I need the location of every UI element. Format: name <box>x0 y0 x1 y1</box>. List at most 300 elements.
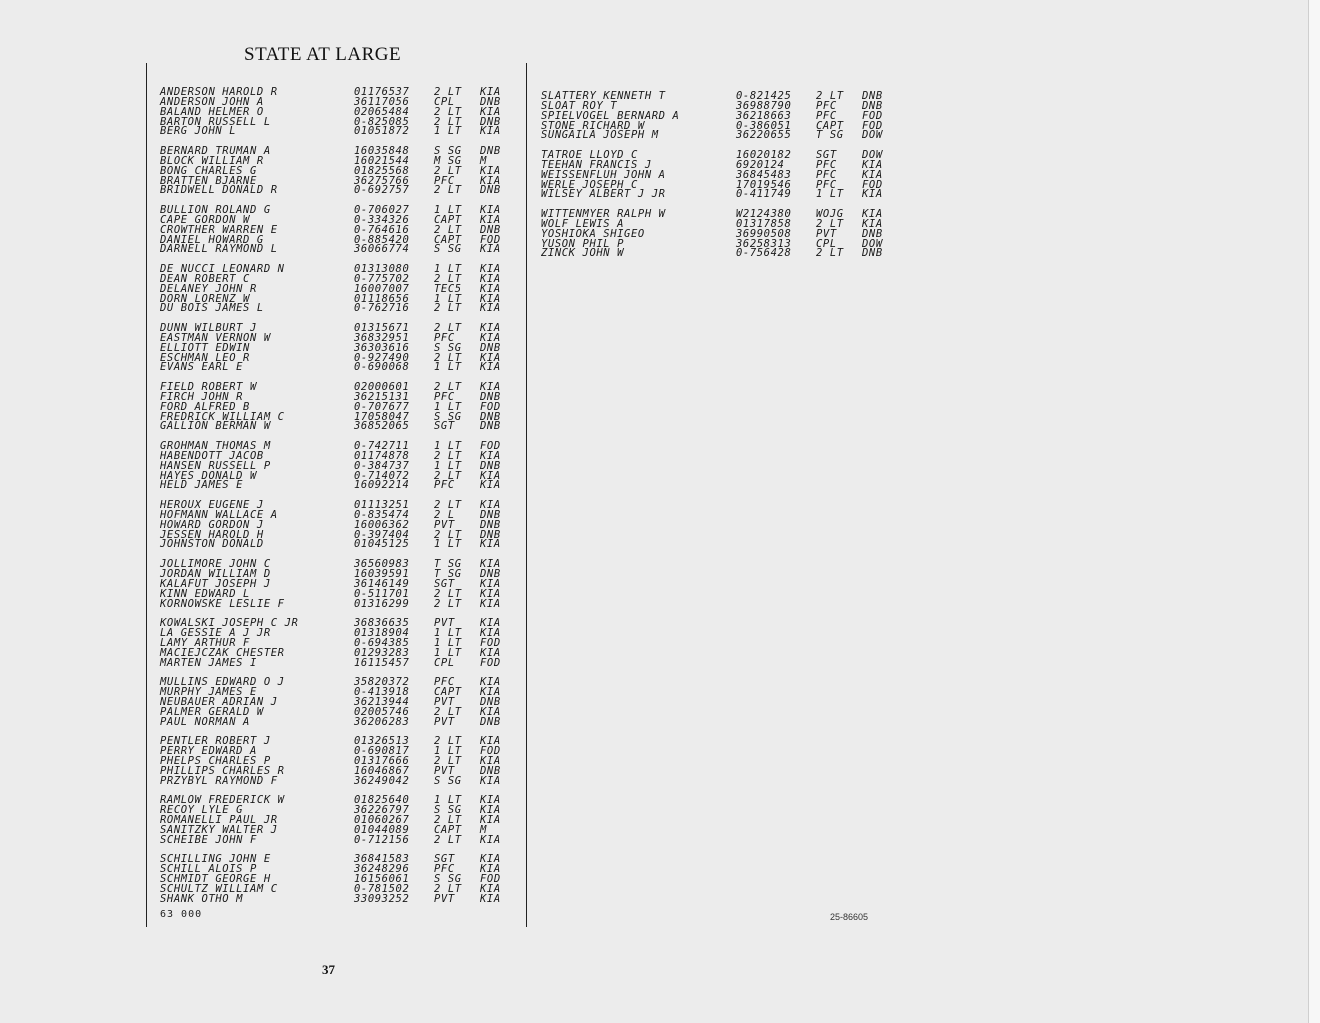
entry-name: MARTEN JAMES I <box>160 656 257 669</box>
entry-rank: 1 LT <box>434 745 462 758</box>
entry-status: FOD <box>480 872 501 885</box>
entry-status: M <box>480 154 487 167</box>
entry-name: RECOY LYLE G <box>160 804 244 817</box>
entry-rank: 1 LT <box>434 204 462 217</box>
roster-entry <box>160 422 520 432</box>
entry-status: KIA <box>862 168 883 181</box>
entry-serial-number: 0-821425 <box>736 90 792 102</box>
entry-status: KIA <box>480 331 501 344</box>
entry-name: SCHULTZ WILLIAM C <box>160 882 278 895</box>
entry-rank: S SG <box>434 410 462 423</box>
entry-status: DNB <box>480 410 501 423</box>
entry-status: DNB <box>862 247 883 260</box>
entry-name: PENTLER ROBERT J <box>160 735 271 748</box>
roster-group <box>160 442 520 491</box>
entry-rank: PFC <box>434 174 455 187</box>
entry-name: ESCHMAN LEO R <box>160 351 250 364</box>
entry-rank: 2 LT <box>434 469 462 482</box>
entry-status: KIA <box>480 499 501 512</box>
entry-name: BRATTEN BJARNE <box>160 174 257 187</box>
entry-name: GALLION BERMAN W <box>160 420 271 433</box>
entry-serial-number: 01825568 <box>354 164 410 177</box>
entry-serial-number: 02000601 <box>354 381 410 394</box>
entry-rank: 2 LT <box>434 272 462 285</box>
entry-serial-number: 36066774 <box>354 243 410 256</box>
entry-rank: PFC <box>434 676 455 689</box>
entry-rank: S SG <box>434 804 462 817</box>
entry-name: ZINCK JOHN W <box>541 247 625 260</box>
entry-name: GROHMAN THOMAS M <box>160 440 271 453</box>
entry-rank: 2 LT <box>434 184 462 197</box>
entry-rank: 2 LT <box>816 90 844 102</box>
entry-serial-number: 6920124 <box>736 158 785 171</box>
roster-group <box>160 796 520 845</box>
entry-status: DNB <box>480 695 501 708</box>
entry-name: ROMANELLI PAUL JR <box>160 813 278 826</box>
roster-entry <box>160 127 520 137</box>
entry-serial-number: 0-690817 <box>354 745 410 758</box>
entry-serial-number: 0-712156 <box>354 833 410 846</box>
entry-name: LA GESSIE A J JR <box>160 626 271 639</box>
entry-status: DNB <box>862 227 883 240</box>
entry-status: KIA <box>480 174 501 187</box>
entry-serial-number: 0-825085 <box>354 115 410 128</box>
entry-status: FOD <box>862 119 883 132</box>
entry-status: FOD <box>480 636 501 649</box>
entry-name: MACIEJCZAK CHESTER <box>160 646 285 659</box>
entry-status: KIA <box>480 617 501 630</box>
entry-name: BALAND HELMER O <box>160 105 264 118</box>
entry-rank: 2 LT <box>816 247 844 260</box>
entry-rank: 1 LT <box>434 440 462 453</box>
roster-entry <box>541 249 901 259</box>
entry-rank: TEC5 <box>434 282 462 295</box>
entry-status: DNB <box>480 420 501 433</box>
entry-serial-number: 0-397404 <box>354 528 410 541</box>
entry-serial-number: 0-386051 <box>736 119 792 132</box>
entry-serial-number: 01318904 <box>354 626 410 639</box>
entry-serial-number: 17019546 <box>736 178 792 191</box>
entry-rank: 1 LT <box>434 626 462 639</box>
entry-rank: 1 LT <box>434 263 462 276</box>
entry-rank: PVT <box>434 715 455 728</box>
entry-serial-number: 01045125 <box>354 538 410 551</box>
entry-status: KIA <box>480 597 501 610</box>
entry-status: KIA <box>480 272 501 285</box>
entry-status: KIA <box>480 292 501 305</box>
entry-status: KIA <box>480 86 501 98</box>
entry-serial-number: 36117056 <box>354 95 410 108</box>
entry-rank: 1 LT <box>434 292 462 305</box>
entry-serial-number: 36836635 <box>354 617 410 630</box>
entry-serial-number: W2124380 <box>736 208 792 221</box>
page-number: 37 <box>322 962 335 977</box>
roster-group <box>160 324 520 373</box>
entry-name: PALMER GERALD W <box>160 705 264 718</box>
entry-status: KIA <box>480 351 501 364</box>
entry-rank: 2 LT <box>434 735 462 748</box>
entry-status: KIA <box>480 626 501 639</box>
entry-rank: S SG <box>434 341 462 354</box>
entry-status: KIA <box>480 538 501 551</box>
roster-entry <box>160 245 520 255</box>
entry-name: BULLION ROLAND G <box>160 204 271 217</box>
entry-status: KIA <box>480 833 501 846</box>
entry-serial-number: 0-764616 <box>354 223 410 236</box>
entry-name: PHELPS CHARLES P <box>160 754 271 767</box>
entry-serial-number: 36832951 <box>354 331 410 344</box>
entry-serial-number: 36226797 <box>354 804 410 817</box>
entry-rank: 2 LT <box>816 217 844 230</box>
entry-status: FOD <box>480 440 501 453</box>
entry-status: KIA <box>480 686 501 698</box>
center-divider-line <box>526 63 527 927</box>
entry-status: KIA <box>480 892 501 905</box>
entry-serial-number: 16007007 <box>354 282 410 295</box>
entry-serial-number: 01825640 <box>354 794 410 807</box>
entry-rank: SGT <box>434 420 455 433</box>
entry-serial-number: 01176537 <box>354 86 410 98</box>
entry-status: KIA <box>480 853 501 866</box>
entry-status: KIA <box>480 302 501 315</box>
entry-name: HEROUX EUGENE J <box>160 499 264 512</box>
entry-status: DNB <box>480 115 501 128</box>
entry-status: KIA <box>862 188 883 201</box>
entry-status: DNB <box>480 715 501 728</box>
entry-rank: 2 LT <box>434 833 462 846</box>
entry-status: KIA <box>480 774 501 787</box>
entry-status: KIA <box>480 381 501 394</box>
entry-serial-number: 17058047 <box>354 410 410 423</box>
entry-serial-number: 0-762716 <box>354 302 410 315</box>
entry-serial-number: 0-714072 <box>354 469 410 482</box>
entry-serial-number: 16115457 <box>354 656 410 669</box>
entry-rank: 1 LT <box>434 361 462 374</box>
entry-name: HELD JAMES E <box>160 479 244 492</box>
footer-code: 63 000 <box>160 909 203 920</box>
roster-entry <box>160 540 520 550</box>
entry-name: WITTENMYER RALPH W <box>541 208 666 221</box>
entry-serial-number: 01044089 <box>354 823 410 836</box>
entry-serial-number: 36852065 <box>354 420 410 433</box>
roster-entry <box>160 774 520 787</box>
entry-name: BRIDWELL DONALD R <box>160 184 278 197</box>
entry-status: KIA <box>480 449 501 462</box>
entry-status: KIA <box>480 754 501 767</box>
entry-status: DNB <box>480 95 501 108</box>
entry-serial-number: 01113251 <box>354 499 410 512</box>
entry-name: SCHEIBE JOHN F <box>160 833 257 846</box>
entry-serial-number: 0-694385 <box>354 636 410 649</box>
entry-name: TATROE LLOYD C <box>541 149 638 162</box>
entry-rank: 1 LT <box>434 538 462 551</box>
entry-name: ANDERSON HAROLD R <box>160 86 278 98</box>
entry-name: KORNOWSKE LESLIE F <box>160 597 285 610</box>
entry-name: CAPE GORDON W <box>160 213 250 226</box>
entry-rank: 1 LT <box>434 646 462 659</box>
entry-rank: 2 LT <box>434 528 462 541</box>
entry-rank: 2 LT <box>434 86 462 98</box>
entry-rank: S SG <box>434 774 462 787</box>
entry-status: KIA <box>480 735 501 748</box>
entry-name: NEUBAUER ADRIAN J <box>160 695 278 708</box>
entry-serial-number: 01313080 <box>354 263 410 276</box>
entry-name: STONE RICHARD W <box>541 119 645 132</box>
roster-group <box>160 265 520 314</box>
entry-name: ANDERSON JOHN A <box>160 95 264 108</box>
roster-group <box>160 206 520 255</box>
entry-name: KINN EDWARD L <box>160 587 250 600</box>
entry-name: HABENDOTT JACOB <box>160 449 264 462</box>
entry-name: HAYES DONALD W <box>160 469 257 482</box>
entry-status: M <box>480 823 487 836</box>
entry-status: KIA <box>480 204 501 217</box>
entry-name: SCHILLING JOHN E <box>160 853 271 866</box>
entry-status: DNB <box>480 341 501 354</box>
entry-rank: 2 LT <box>434 597 462 610</box>
entry-name: TEEHAN FRANCIS J <box>541 158 652 171</box>
entry-serial-number: 02065484 <box>354 105 410 118</box>
entry-name: DE NUCCI LEONARD N <box>160 263 285 276</box>
entry-rank: PFC <box>816 99 837 112</box>
entry-serial-number: 16035848 <box>354 145 410 158</box>
entry-status: DNB <box>480 528 501 541</box>
entry-serial-number: 16156061 <box>354 872 410 885</box>
entry-serial-number: 16021544 <box>354 154 410 167</box>
entry-serial-number: 0-411749 <box>736 188 792 201</box>
entry-serial-number: 0-756428 <box>736 247 792 260</box>
entry-rank: SGT <box>434 577 455 590</box>
roster-column-left <box>160 88 520 914</box>
entry-status: DNB <box>480 145 501 158</box>
entry-serial-number: 35820372 <box>354 676 410 689</box>
entry-rank: PFC <box>816 168 837 181</box>
entry-status: DNB <box>480 390 501 403</box>
entry-rank: 2 LT <box>434 322 462 335</box>
entry-status: FOD <box>862 109 883 122</box>
entry-status: KIA <box>480 587 501 600</box>
entry-serial-number: 0-706027 <box>354 204 410 217</box>
entry-status: FOD <box>480 233 501 246</box>
entry-rank: S SG <box>434 145 462 158</box>
entry-serial-number: 36990508 <box>736 227 792 240</box>
entry-name: EVANS EARL E <box>160 361 244 374</box>
entry-status: KIA <box>480 882 501 895</box>
entry-name: DANIEL HOWARD G <box>160 233 264 246</box>
entry-rank: CPL <box>434 95 455 108</box>
entry-rank: CAPT <box>434 213 462 226</box>
entry-rank: 2 LT <box>434 587 462 600</box>
entry-rank: SGT <box>434 853 455 866</box>
entry-rank: 2 LT <box>434 381 462 394</box>
entry-serial-number: 01326513 <box>354 735 410 748</box>
entry-rank: T SG <box>434 558 462 571</box>
entry-status: KIA <box>480 469 501 482</box>
entry-rank: 2 LT <box>434 164 462 177</box>
entry-name: BERNARD TRUMAN A <box>160 145 271 158</box>
entry-status: KIA <box>480 794 501 807</box>
roster-entry <box>160 363 520 373</box>
entry-name: SPIELVOGEL BERNARD A <box>541 109 680 122</box>
entry-name: KOWALSKI JOSEPH C JR <box>160 617 299 630</box>
entry-name: BARTON RUSSELL L <box>160 115 271 128</box>
entry-status: KIA <box>480 577 501 590</box>
entry-serial-number: 33093252 <box>354 892 410 905</box>
entry-serial-number: 36146149 <box>354 577 410 590</box>
entry-name: PERRY EDWARD A <box>160 745 257 758</box>
roster-entry <box>160 833 520 846</box>
roster-group <box>160 619 520 668</box>
entry-status: DNB <box>480 459 501 472</box>
entry-name: HANSEN RUSSELL P <box>160 459 271 472</box>
entry-status: KIA <box>862 208 883 221</box>
entry-serial-number: 0-835474 <box>354 508 410 521</box>
entry-status: DNB <box>480 184 501 197</box>
entry-name: FIELD ROBERT W <box>160 381 257 394</box>
entry-status: FOD <box>480 745 501 758</box>
entry-serial-number: 0-742711 <box>354 440 410 453</box>
entry-status: KIA <box>480 676 501 689</box>
roster-group <box>160 855 520 904</box>
entry-name: WOLF LEWIS A <box>541 217 625 230</box>
entry-serial-number: 36213944 <box>354 695 410 708</box>
entry-status: DNB <box>480 764 501 777</box>
roster-group <box>160 678 520 727</box>
entry-rank: PVT <box>434 764 455 777</box>
roster-group <box>160 560 520 609</box>
roster-group <box>160 383 520 432</box>
entry-rank: CAPT <box>816 119 844 132</box>
entry-serial-number: 0-927490 <box>354 351 410 364</box>
entry-rank: PFC <box>434 479 455 492</box>
entry-status: KIA <box>480 479 501 492</box>
entry-serial-number: 0-885420 <box>354 233 410 246</box>
entry-status: DNB <box>480 518 501 531</box>
entry-rank: 1 LT <box>434 794 462 807</box>
entry-rank: S SG <box>434 872 462 885</box>
entry-name: MULLINS EDWARD O J <box>160 676 285 689</box>
entry-name: WERLE JOSEPH C <box>541 178 638 191</box>
entry-name: ELLIOTT EDWIN <box>160 341 250 354</box>
entry-name: WILSEY ALBERT J JR <box>541 188 666 201</box>
entry-status: KIA <box>480 105 501 118</box>
entry-status: KIA <box>480 558 501 571</box>
entry-serial-number: 0-334326 <box>354 213 410 226</box>
entry-serial-number: 01316299 <box>354 597 410 610</box>
entry-serial-number: 16092214 <box>354 479 410 492</box>
roster-entry <box>160 186 520 196</box>
entry-serial-number: 0-781502 <box>354 882 410 895</box>
entry-status: FOD <box>480 656 501 669</box>
entry-name: SCHMIDT GEORGE H <box>160 872 271 885</box>
entry-serial-number: 36220655 <box>736 129 792 142</box>
entry-rank: PVT <box>434 892 455 905</box>
entry-status: KIA <box>480 282 501 295</box>
entry-rank: PVT <box>816 227 837 240</box>
entry-name: SLATTERY KENNETH T <box>541 90 666 102</box>
entry-serial-number: 01174878 <box>354 449 410 462</box>
entry-name: DUNN WILBURT J <box>160 322 257 335</box>
entry-name: FIRCH JOHN R <box>160 390 244 403</box>
roster-group <box>541 92 901 141</box>
entry-rank: SGT <box>816 149 837 162</box>
roster-group <box>160 737 520 786</box>
entry-name: DORN LORENZ W <box>160 292 250 305</box>
entry-serial-number: 0-692757 <box>354 184 410 197</box>
entry-name: DELANEY JOHN R <box>160 282 257 295</box>
entry-name: PAUL NORMAN A <box>160 715 250 728</box>
entry-serial-number: 36845483 <box>736 168 792 181</box>
entry-name: FREDRICK WILLIAM C <box>160 410 285 423</box>
entry-name: RAMLOW FREDERICK W <box>160 794 285 807</box>
entry-serial-number: 02005746 <box>354 705 410 718</box>
entry-rank: 1 LT <box>434 125 462 138</box>
entry-name: BLOCK WILLIAM R <box>160 154 264 167</box>
entry-serial-number: 16020182 <box>736 149 792 162</box>
entry-serial-number: 36218663 <box>736 109 792 122</box>
entry-name: SHANK OTHO M <box>160 892 244 905</box>
roster-entry <box>160 892 520 905</box>
entry-status: KIA <box>480 863 501 876</box>
entry-rank: 2 LT <box>434 351 462 364</box>
entry-name: JESSEN HAROLD H <box>160 528 264 541</box>
roster-entry <box>160 715 520 728</box>
entry-name: PHILLIPS CHARLES R <box>160 764 285 777</box>
entry-status: KIA <box>862 158 883 171</box>
entry-rank: 1 LT <box>434 636 462 649</box>
entry-rank: T SG <box>434 567 462 580</box>
entry-status: KIA <box>480 322 501 335</box>
roster-group <box>160 501 520 550</box>
entry-rank: 2 LT <box>434 302 462 315</box>
entry-rank: PFC <box>434 863 455 876</box>
entry-rank: 2 L <box>434 508 455 521</box>
entry-serial-number: 0-775702 <box>354 272 410 285</box>
entry-serial-number: 16046867 <box>354 764 410 777</box>
entry-status: DNB <box>480 223 501 236</box>
entry-status: DNB <box>480 567 501 580</box>
entry-status: KIA <box>862 217 883 230</box>
entry-rank: T SG <box>816 129 844 142</box>
entry-rank: PFC <box>816 178 837 191</box>
entry-name: YOSHIOKA SHIGEO <box>541 227 645 240</box>
entry-rank: 2 LT <box>434 115 462 128</box>
left-border-line <box>146 63 147 927</box>
entry-name: JORDAN WILLIAM D <box>160 567 271 580</box>
entry-serial-number: 36206283 <box>354 715 410 728</box>
entry-name: MURPHY JAMES E <box>160 686 257 698</box>
entry-status: KIA <box>480 361 501 374</box>
entry-serial-number: 16006362 <box>354 518 410 531</box>
entry-status: KIA <box>480 263 501 276</box>
entry-serial-number: 01317858 <box>736 217 792 230</box>
entry-rank: 2 LT <box>434 754 462 767</box>
entry-serial-number: 01293283 <box>354 646 410 659</box>
entry-status: KIA <box>480 164 501 177</box>
entry-serial-number: 0-690068 <box>354 361 410 374</box>
entry-status: DOW <box>862 149 883 162</box>
entry-serial-number: 01051872 <box>354 125 410 138</box>
entry-serial-number: 16039591 <box>354 567 410 580</box>
entry-rank: PVT <box>434 695 455 708</box>
entry-rank: 2 LT <box>434 223 462 236</box>
entry-status: KIA <box>480 705 501 718</box>
entry-rank: 1 LT <box>816 188 844 201</box>
entry-rank: 2 LT <box>434 705 462 718</box>
entry-serial-number: 01315671 <box>354 322 410 335</box>
entry-serial-number: 36258313 <box>736 237 792 250</box>
entry-serial-number: 36249042 <box>354 774 410 787</box>
